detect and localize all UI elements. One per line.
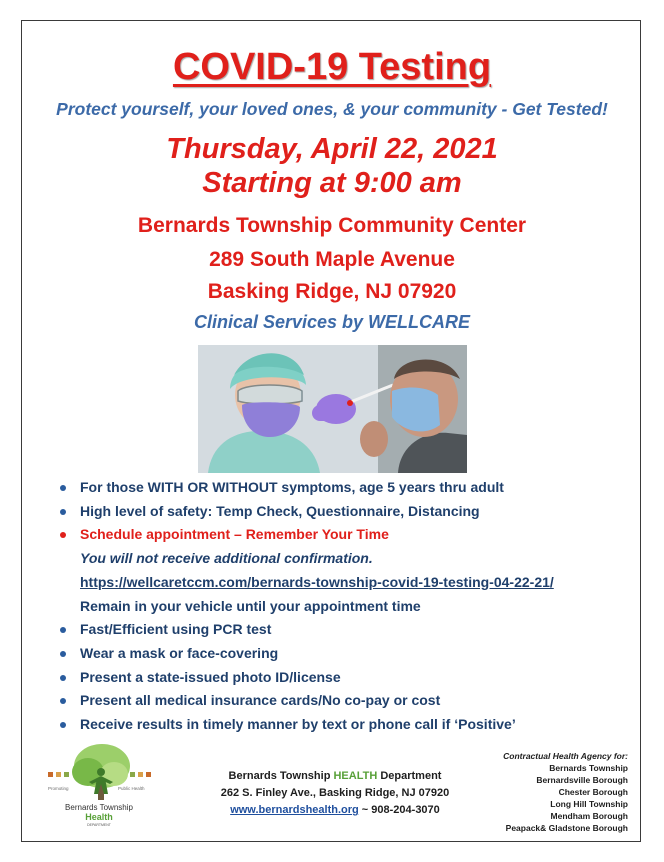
list-item: Present a state-issued photo ID/license: [60, 666, 640, 690]
dept-name: Bernards Township HEALTH Department: [228, 770, 442, 782]
health-dept-logo: [44, 742, 154, 830]
event-time: Starting at 9:00 am: [202, 167, 462, 199]
page-title: COVID-19 Testing: [172, 46, 492, 88]
dept-address: 262 S. Finley Ave., Basking Ridge, NJ 07920: [220, 787, 450, 799]
event-datetime: [0, 132, 664, 200]
appointment-note: You will not receive additional confirmation.: [80, 550, 373, 567]
list-item: Present all medical insurance cards/No co-pay or cost: [60, 689, 640, 713]
logo-line2: Health: [85, 812, 113, 822]
logo-left-text: Promoting: [48, 786, 69, 791]
list-item: Bernards Township: [549, 763, 628, 773]
list-item: Bernardsville Borough: [536, 775, 628, 785]
list-item: High level of safety: Temp Check, Questionnaire, Distancing: [60, 500, 640, 524]
subtitle: Protect yourself, your loved ones, & your community - Get Tested!: [56, 99, 608, 119]
clinical-provider: Clinical Services by WELLCARE: [193, 312, 471, 332]
agency-heading: Contractual Health Agency for:: [503, 751, 628, 761]
logo-line1: Bernards Township: [65, 803, 133, 812]
list-item: For those WITH OR WITHOUT symptoms, age 5 years thru adult: [60, 476, 640, 500]
venue-street: 289 South Maple Avenue: [209, 248, 455, 271]
bullet-icon: [60, 627, 66, 633]
tree-person-icon: [44, 742, 154, 830]
bullet-icon: [60, 485, 66, 491]
list-item: Long Hill Township: [550, 799, 628, 809]
bullet-icon: [60, 722, 66, 728]
testing-photo: [198, 345, 467, 473]
list-item: Chester Borough: [558, 787, 628, 797]
dept-website-link[interactable]: www.bernardshealth.org: [230, 804, 359, 816]
list-item: Wear a mask or face-covering: [60, 642, 640, 666]
vehicle-note: Remain in your vehicle until your appointment time: [80, 597, 421, 614]
bullet-icon: [60, 675, 66, 681]
list-item: Fast/Efficient using PCR test: [60, 618, 640, 642]
event-date: Thursday, April 22, 2021: [166, 133, 498, 165]
venue-city: Basking Ridge, NJ 07920: [207, 280, 457, 303]
bullet-icon: [60, 532, 66, 538]
venue-name: Bernards Township Community Center: [137, 214, 527, 237]
testing-photo-illustration: [198, 345, 467, 473]
list-item: Mendham Borough: [550, 811, 628, 821]
appointment-link-row: [60, 571, 640, 595]
bullet-icon: [60, 698, 66, 704]
logo-right-text: Public Health: [118, 786, 145, 791]
list-item: Schedule appointment – Remember Your Time: [60, 523, 640, 547]
logo-line3: DEPARTMENT: [87, 823, 111, 827]
info-list: [60, 476, 640, 737]
dept-phone: ~ 908-204-3070: [358, 804, 440, 816]
list-item: Peapack& Gladstone Borough: [505, 823, 628, 833]
appointment-link[interactable]: https://wellcaretccm.com/bernards-township-covid-19-testing-04-22-21/: [80, 573, 554, 590]
agency-list: [428, 750, 628, 834]
bullet-icon: [60, 651, 66, 657]
bullet-icon: [60, 509, 66, 515]
list-item: Receive results in timely manner by text or phone call if ‘Positive’: [60, 713, 640, 737]
